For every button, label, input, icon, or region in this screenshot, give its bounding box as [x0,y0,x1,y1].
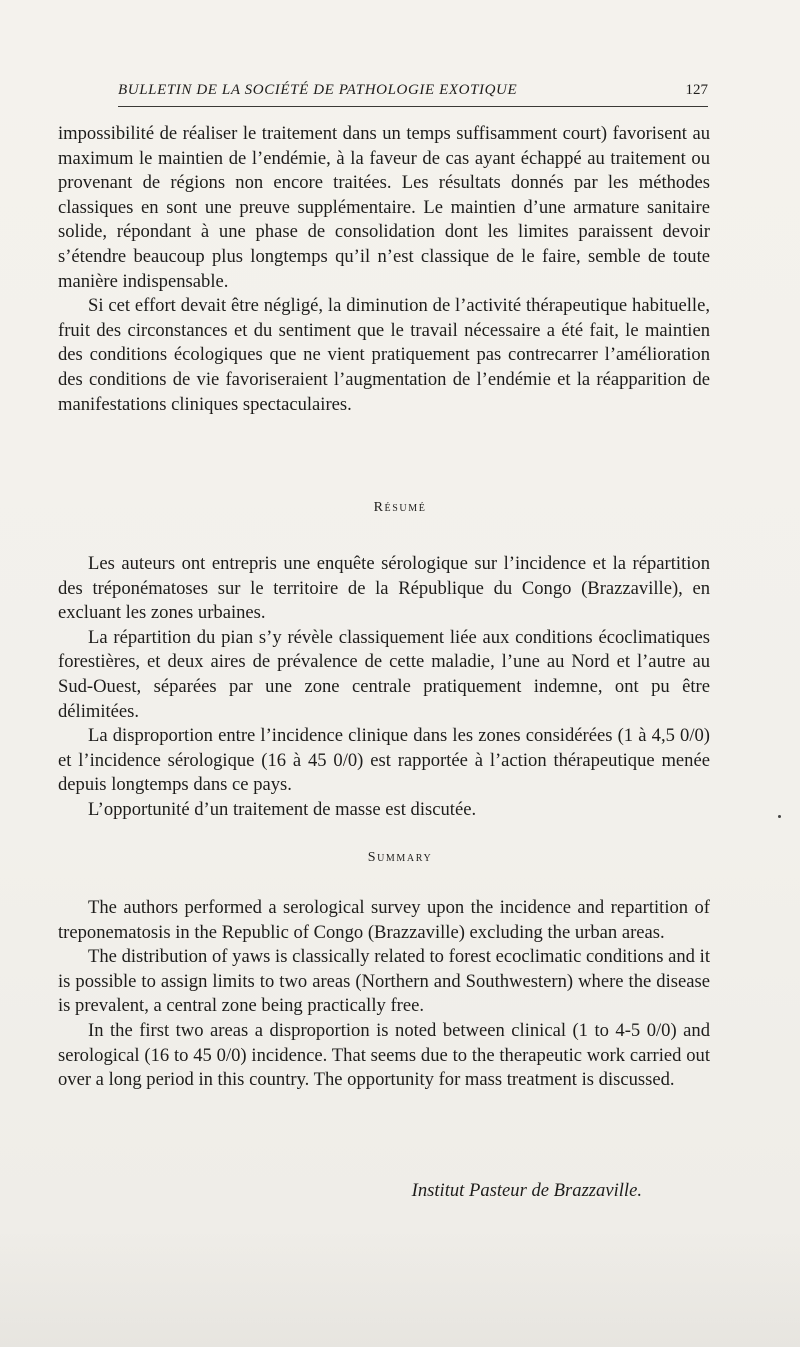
running-header [118,80,708,107]
summary-section [58,896,710,1093]
resume-paragraph: La répartition du pian s’y révèle classiquement liée aux conditions écoclimatiques forestières, et deux aires de prévalence de cette maladie, l’une au Nord et l’autre au Sud-Ouest, séparées par une zone centrale pratiquement indemne, ont pu être délimitées. [58,626,710,722]
body-paragraph: impossibilité de réaliser le traitement dans un temps suffisamment court) favorisent au maximum le maintien de l’endémie, à la faveur de cas ayant échappé au traitement ou provenant de régions non encore traitées. Les résultats donnés par les méthodes classiques en sont une preuve supplémentaire. Le maintien d’une armature sanitaire solide, répondant à une phase de consolidation dont les limites paraissent devoir s’étendre beaucoup plus longtemps qu’il n’est classique de le faire, semble de toute manière indispensable. [58,123,710,292]
body-paragraph: Si cet effort devait être négligé, la diminution de l’activité thérapeutique habituelle, fruit des circonstances et du sentiment que le travail nécessaire a été fait, le maintien des conditions écologiques que ne vient pratiquement pas contrecarrer l’amélioration des conditions de vie favoriseraient l’augmentation de l’endémie et la réapparition de manifestations cliniques spectaculaires. [58,295,710,415]
summary-paragraph: The distribution of yaws is classically related to forest ecoclimatic conditions and it is possible to assign limits to two areas (Northern and Southwestern) where the disease is prevalent, a central zone being practically free. [58,946,710,1017]
summary-heading: Summary [367,850,433,865]
summary-paragraph: The authors performed a serological survey upon the incidence and repartition of treponematosis in the Republic of Congo (Brazzaville) excluding the urban areas. [58,897,710,943]
resume-paragraph: L’opportunité d’un traitement de masse est discutée. [88,798,477,820]
resume-section [58,552,710,823]
resume-paragraph: La disproportion entre l’incidence clinique dans les zones considérées (1 à 4,5 0/0) et l’incidence sérologique (16 à 45 0/0) est rapportée à l’action thérapeutique menée depuis longtemps dans ce pays. [58,725,710,796]
page-number: 127 [685,82,708,98]
paper-speck [778,815,781,818]
journal-title: BULLETIN DE LA SOCIÉTÉ DE PATHOLOGIE EXOTIQUE [118,82,518,98]
page-shading [0,1230,800,1347]
resume-heading: Résumé [373,500,427,515]
affiliation-signature: Institut Pasteur de Brazzaville. [411,1180,642,1201]
summary-paragraph: In the first two areas a disproportion is noted between clinical (1 to 4-5 0/0) and serological (16 to 45 0/0) incidence. That seems due to the therapeutic work carried out over a long period in this country. The opportunity for mass treatment is discussed. [58,1019,710,1091]
body-text [58,122,710,417]
resume-paragraph: Les auteurs ont entrepris une enquête sérologique sur l’incidence et la répartition des tréponématoses sur le territoire de la République du Congo (Brazzaville), en excluant les zones urbaines. [58,553,710,624]
